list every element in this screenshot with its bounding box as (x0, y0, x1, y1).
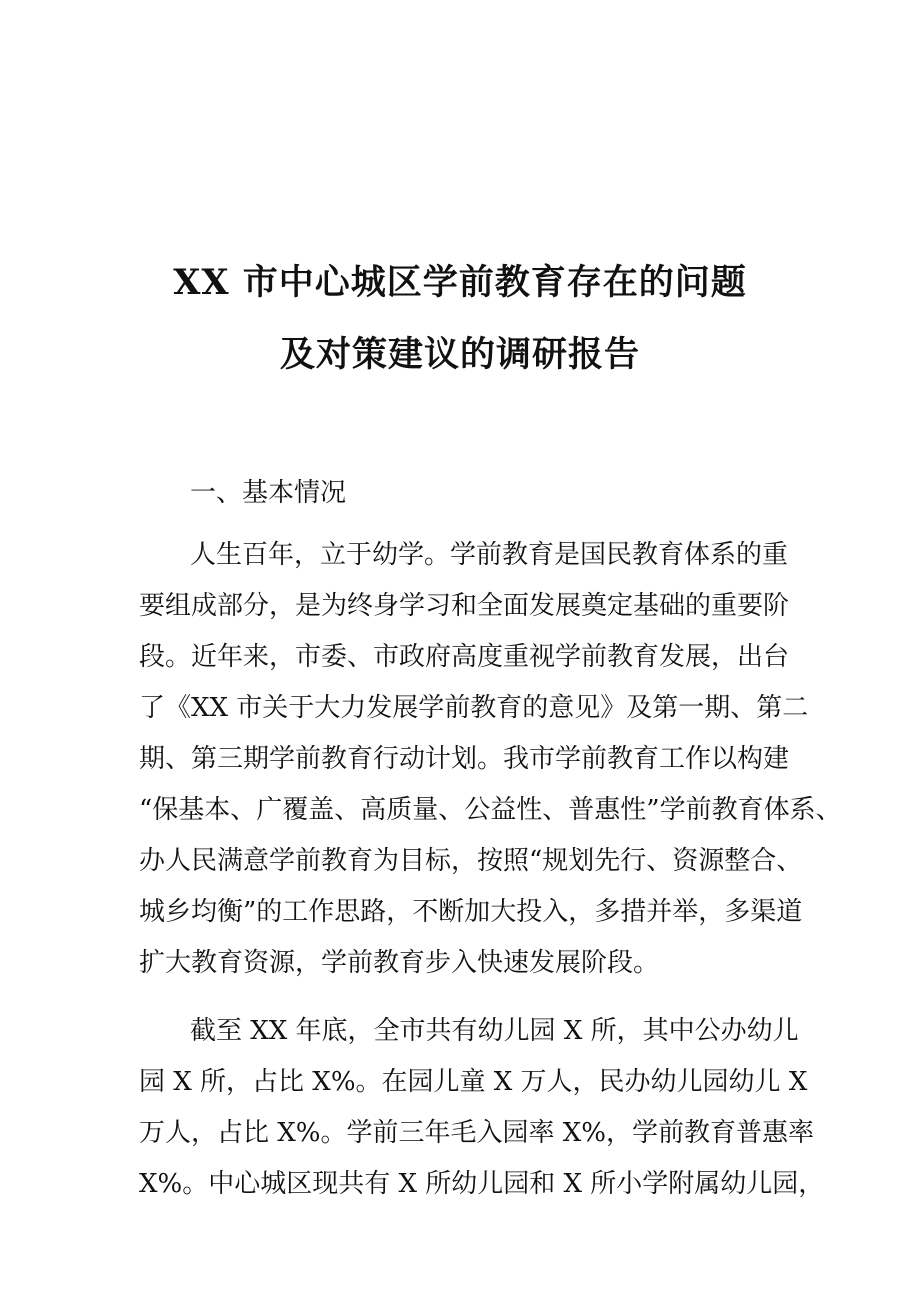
paragraph-2-line: X%。中心城区现共有 X 所幼儿园和 X 所小学附属幼儿园， (139, 1169, 825, 1199)
paragraph-1-line: 城乡均衡”的工作思路，不断加大投入，多措并举，多渠道 (139, 897, 803, 927)
paragraph-1-line: 了《XX 市关于大力发展学前教育的意见》及第一期、第二 (139, 693, 809, 723)
paragraph-1-line: “保基本、广覆盖、高质量、公益性、普惠性”学前教育体系、 (139, 795, 842, 825)
paragraph-2-line: 园 X 所，占比 X%。在园儿童 X 万人，民办幼儿园幼儿 X (139, 1067, 808, 1097)
paragraph-1-line: 段。近年来，市委、市政府高度重视学前教育发展，出台 (139, 642, 790, 672)
paragraph-1-line: 要组成部分，是为终身学习和全面发展奠定基础的重要阶 (139, 591, 790, 621)
paragraph-1-line: 扩大教育资源，学前教育步入快速发展阶段。 (139, 948, 660, 978)
paragraph-1-line: 办人民满意学前教育为目标，按照“规划先行、资源整合、 (139, 846, 803, 876)
paragraph-2-line: 万人，占比 X%。学前三年毛入园率 X%，学前教育普惠率 (139, 1118, 814, 1148)
paragraph-1-line: 期、第三期学前教育行动计划。我市学前教育工作以构建 (139, 744, 790, 774)
document-title-line-2: 及对策建议的调研报告 (279, 334, 640, 375)
section-heading: 一、基本情况 (190, 478, 347, 508)
document-title-line-1: XX 市中心城区学前教育存在的问题 (173, 262, 747, 303)
paragraph-1-line: 人生百年，立于幼学。学前教育是国民教育体系的重 (190, 540, 789, 570)
paragraph-2-line: 截至 XX 年底，全市共有幼儿园 X 所，其中公办幼儿 (190, 1016, 799, 1046)
